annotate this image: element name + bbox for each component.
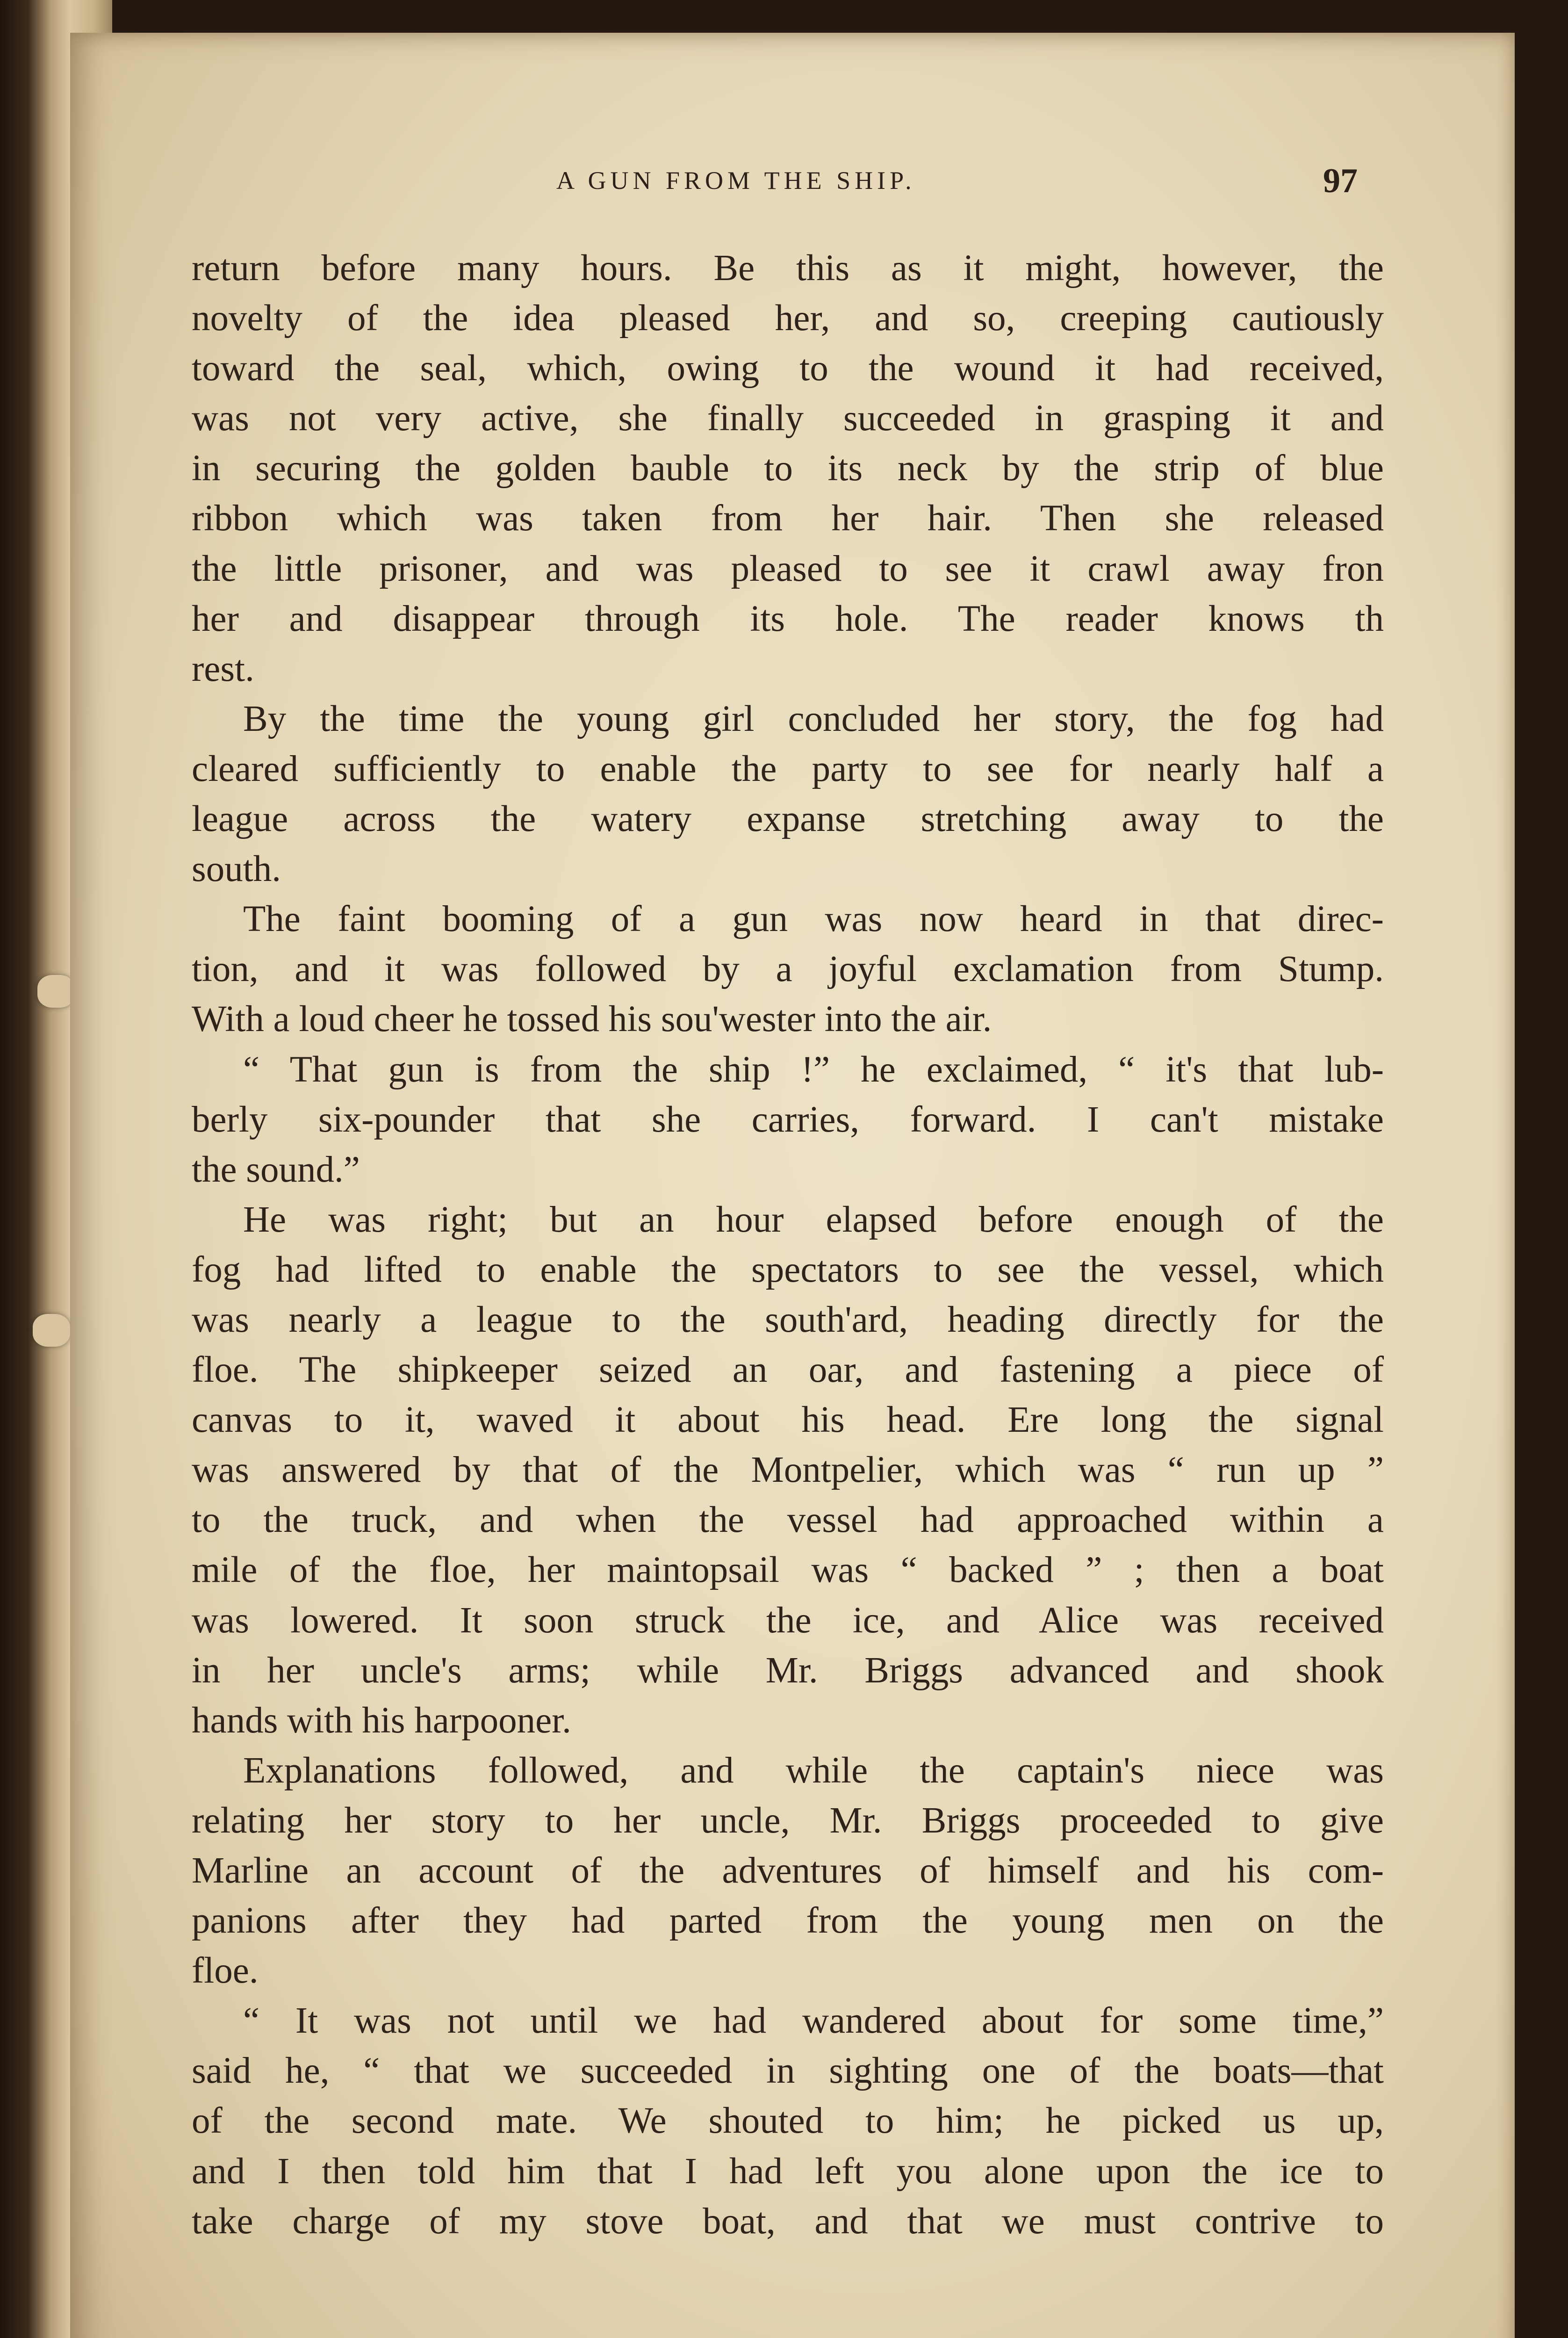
text-line: floe. The shipkeeper seized an oar, and fastening a piece of — [192, 1349, 1384, 1391]
text-line: “ It was not until we had wandered about for some time,” — [243, 2000, 1384, 2042]
running-header — [70, 133, 1515, 199]
text-line: cleared sufficiently to enable the party to see for nearly half a — [192, 748, 1384, 789]
text-line: panions after they had parted from the young men on the — [192, 1900, 1384, 1941]
text-line: was not very active, she finally succeeded in grasping it and — [192, 398, 1384, 439]
text-line: ribbon which was taken from her hair. Then she released — [192, 498, 1384, 539]
text-line: hands with his harpooner. — [192, 1700, 571, 1741]
text-line: south. — [192, 849, 281, 890]
text-line: to the truck, and when the vessel had approached within a — [192, 1500, 1384, 1541]
text-line: her and disappear through its hole. The reader knows th — [192, 598, 1384, 639]
text-line: said he, “ that we succeeded in sighting one of the boats—that — [192, 2050, 1384, 2092]
text-line: and I then told him that I had left you alone upon the ice to — [192, 2150, 1384, 2192]
text-line: tion, and it was followed by a joyful exclamation from Stump. — [192, 949, 1384, 990]
text-line: in securing the golden bauble to its neck by the strip of blue — [192, 448, 1384, 489]
text-line: rest. — [192, 648, 254, 689]
book-page — [70, 33, 1515, 2338]
text-line: canvas to it, waved it about his head. Ere long the signal — [192, 1400, 1384, 1441]
text-line: in her uncle's arms; while Mr. Briggs advanced and shook — [192, 1650, 1384, 1691]
text-line: With a loud cheer he tossed his sou'wester into the air. — [192, 999, 992, 1040]
text-line: “ That gun is from the ship !” he exclaimed, “ it's that lub- — [243, 1049, 1384, 1090]
text-line: toward the seal, which, owing to the wound it had received, — [192, 348, 1384, 389]
text-line: Explanations followed, and while the captain's niece was — [243, 1750, 1384, 1791]
text-line: The faint booming of a gun was now heard in that direc- — [243, 899, 1384, 940]
text-line: By the time the young girl concluded her story, the fog had — [243, 698, 1384, 739]
text-line: take charge of my stove boat, and that we must contrive to — [192, 2201, 1384, 2242]
running-title: A GUN FROM THE SHIP. — [556, 166, 916, 195]
text-line: the little prisoner, and was pleased to see it crawl away fron — [192, 548, 1384, 589]
text-line: fog had lifted to enable the spectators to see the vessel, which — [192, 1249, 1384, 1290]
text-line: of the second mate. We shouted to him; he picked us up, — [192, 2100, 1384, 2142]
text-line: league across the watery expanse stretching away to the — [192, 799, 1384, 840]
text-line: berly six-pounder that she carries, forward. I can't mistake — [192, 1099, 1384, 1140]
text-line: novelty of the idea pleased her, and so, creeping cautiously — [192, 298, 1384, 339]
torn-binding-mark — [33, 1314, 70, 1347]
text-line: return before many hours. Be this as it might, however, the — [192, 248, 1384, 289]
page-number: 97 — [1323, 162, 1358, 200]
text-line: was nearly a league to the south'ard, heading directly for the — [192, 1299, 1384, 1340]
text-line: relating her story to her uncle, Mr. Briggs proceeded to give — [192, 1800, 1384, 1841]
text-line: the sound.” — [192, 1149, 360, 1190]
text-line: floe. — [192, 1950, 259, 1992]
text-line: was lowered. It soon struck the ice, and Alice was received — [192, 1600, 1384, 1641]
text-line: He was right; but an hour elapsed before enough of the — [243, 1199, 1384, 1240]
body-text — [192, 243, 1384, 2246]
text-line: mile of the floe, her maintopsail was “ backed ” ; then a boat — [192, 1550, 1384, 1591]
torn-binding-mark — [37, 975, 75, 1008]
text-line: was answered by that of the Montpelier, which was “ run up ” — [192, 1450, 1384, 1491]
text-line: Marline an account of the adventures of himself and his com- — [192, 1850, 1384, 1891]
